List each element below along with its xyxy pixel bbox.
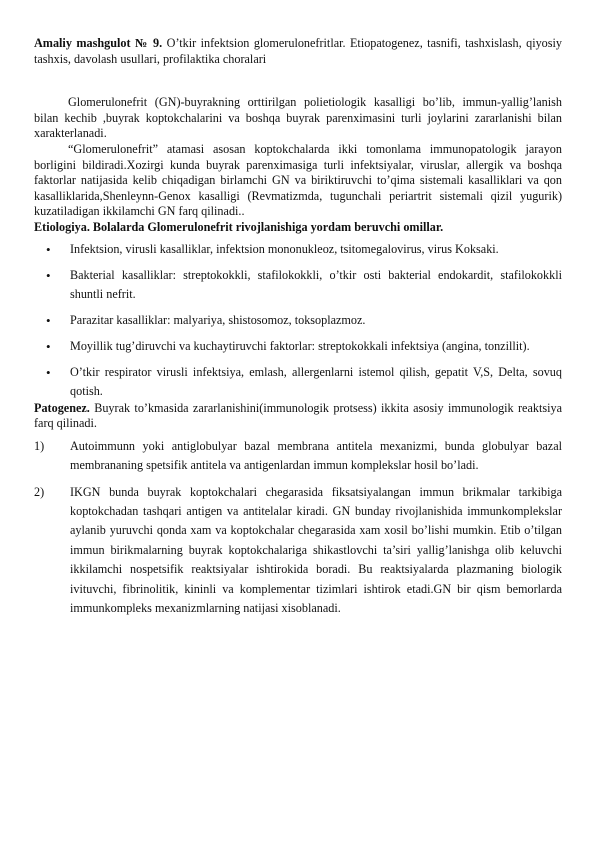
pathogenesis-list [34, 437, 562, 619]
list-item [34, 337, 562, 356]
list-item-text: Parazitar kasalliklar: malyariya, shistosomoz, toksoplazmoz. [70, 312, 366, 327]
numbered-item-text: IKGN bunda buyrak koptokchalari chegarasida fiksatsiyalangan immun brikmalar tarkibiga koptokchadan tashqari antigen va antitelalar kiradi. GN bunday rivojlanishida immunkomplekslar aylanib yuruvchi qonda xam va koptokchalar chegarasida xam xosil bo’lishi mumkin. Etib o’tilgan immun birikmalarning buyrak koptokchalariga shikastlovchi ta’siri yallig’lanishga olib keluvchi ikkilamchi nospetsifik reaktsiyalar ishtirokida boradi. Bu reaktsiyalarda plazmaning biologik ivituvchi, fibrinolitik, kininli va komplementar tizimlari ishtirok etadi.GN bir qism bemorlarda immunkompleks mexanizmlarning natijasi xisoblanadi. [70, 484, 562, 615]
numbered-item [34, 483, 562, 619]
list-item [34, 266, 562, 304]
document-title [34, 36, 562, 67]
pathogenesis-text: Buyrak to’kmasida zararlanishini(immunologik protsess) ikkita asosiy immunologik reaktsiya farq qilinadi. [34, 400, 562, 431]
pathogenesis-paragraph [34, 401, 562, 432]
list-item-text: Moyillik tug’diruvchi va kuchaytiruvchi faktorlar: streptokokkali infektsiya (angina, tonzillit). [70, 338, 530, 353]
list-item-text: Bakterial kasalliklar: streptokokkli, stafilokokkli, o’tkir osti bakterial endokardit, stafilokokkli shuntli nefrit. [70, 267, 562, 301]
intro-paragraph-1: Glomerulonefrit (GN)-buyrakning orttirilgan polietiologik kasalligi bo’lib, immun-yallig’lanish bilan kechib ,buyrak koptokchalarini va boshqa buyrak parenximasini turli joylarini zararlanishi bilan xarakterlanadi. [34, 95, 562, 141]
title-bold: Amaliy mashgulot № 9. [34, 36, 163, 50]
list-item [34, 240, 562, 259]
bullet-icon: • [46, 364, 51, 380]
list-item-text: O’tkir respirator virusli infektsiya, emlash, allergenlarni istemol qilish, gepatit V,S, Delta, sovuq qotish. [70, 364, 562, 398]
bullet-icon: • [46, 312, 51, 328]
bullet-icon: • [46, 241, 51, 257]
numbered-item [34, 437, 562, 476]
item-number: 2) [34, 484, 45, 499]
title-rest: O’tkir infektsion glomerulonefritlar. Etiopatogenez, tasnifi, tashxislash, qiyosiy tashxis, davolash usullari, profilaktika choralari [34, 36, 562, 66]
bullet-icon: • [46, 338, 51, 354]
list-item [34, 363, 562, 401]
etiology-list [34, 240, 562, 401]
bullet-icon: • [46, 267, 51, 283]
document-page [34, 36, 562, 625]
list-item-text: Infektsion, virusli kasalliklar, infektsion mononukleoz, tsitomegalovirus, virus Koksaki. [70, 241, 499, 256]
etiology-heading: Etiologiya. Bolalarda Glomerulonefrit rivojlanishiga yordam beruvchi omillar. [34, 219, 444, 234]
intro-paragraph-2: “Glomerulonefrit” atamasi asosan koptokchalarda ikki tomonlama immunopatologik jarayon borligini bildiradi.Xozirgi kunda buyrak parenximasiga turli infektsiyalar, viruslar, allergik va boshqa faktorlar natijasida kelib chiqadigan birlamchi GN va biriktiruvchi to’qima sistemali kasalliklari va qon kasalliklarida,Shenleynn-Genox kasalligi (Revmatizmda, tugunchali periartrit sistemali qizil yugurik) kuzatiladigan ikkilamchi GN farq qilinadi.. [34, 141, 562, 219]
item-number: 1) [34, 438, 45, 453]
numbered-item-text: Autoimmunn yoki antiglobulyar bazal membrana antitela mexanizmi, bunda globulyar bazal membrananing spetsifik antitela va antigenlardan immun komplekslar hosil bo’ladi. [70, 438, 562, 473]
list-item [34, 311, 562, 330]
pathogenesis-label: Patogenez. [34, 400, 90, 415]
